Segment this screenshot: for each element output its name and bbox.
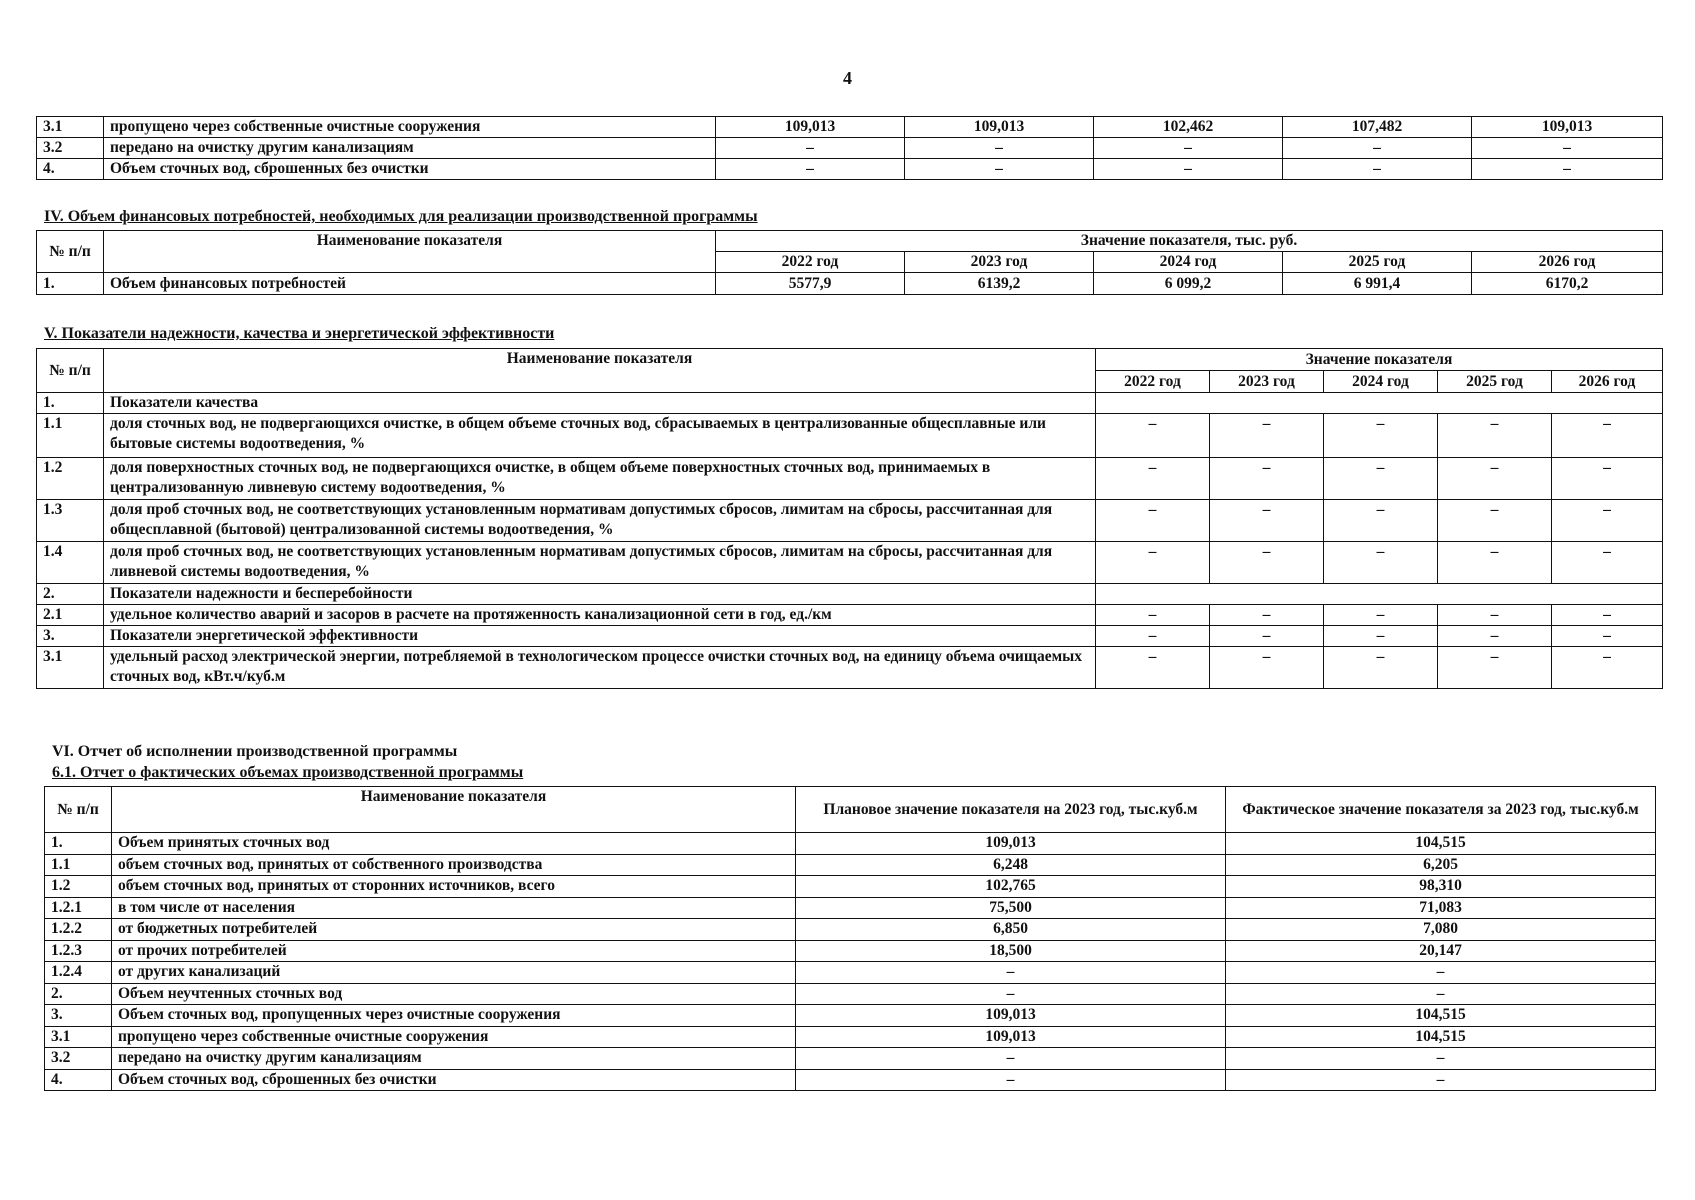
row-number: 1.2 <box>45 876 112 898</box>
table-row <box>45 1069 1656 1091</box>
row-value: – <box>716 159 905 180</box>
row-value: – <box>1283 138 1472 159</box>
table-row <box>37 500 1663 542</box>
table-row <box>45 1026 1656 1048</box>
row-name: Объем сточных вод, сброшенных без очистки <box>112 1069 796 1091</box>
row-name: передано на очистку другим канализациям <box>112 1048 796 1070</box>
row-name: удельное количество аварий и засоров в расчете на протяженность канализационной сети в год, ед./км <box>104 605 1096 626</box>
row-value: – <box>1552 647 1663 689</box>
table-row <box>45 854 1656 876</box>
table-row <box>37 626 1663 647</box>
section-6-title: VI. Отчет об исполнении производственной программы <box>52 743 458 760</box>
row-value: 109,013 <box>1472 117 1663 138</box>
table-row <box>45 940 1656 962</box>
row-value: – <box>1438 626 1552 647</box>
row-value: – <box>1094 138 1283 159</box>
row-number: 2. <box>45 983 112 1005</box>
year-header: 2026 год <box>1552 371 1663 393</box>
row-value: – <box>1324 626 1438 647</box>
row-fact: 6,205 <box>1226 854 1656 876</box>
table-row <box>37 605 1663 626</box>
row-name: доля сточных вод, не подвергающихся очистке, в общем объеме сточных вод, сбрасываемых в централизованные общесплавные или бытовые системы водоотведения, % <box>104 414 1096 458</box>
year-header: 2023 год <box>905 252 1094 273</box>
row-value: – <box>1096 647 1210 689</box>
section-6-subtitle: 6.1. Отчет о фактических объемах производственной программы <box>52 764 524 781</box>
row-name: Показатели качества <box>104 393 1096 414</box>
row-number: 1. <box>45 833 112 855</box>
row-name: доля поверхностных сточных вод, не подвергающихся очистке, в общем объеме поверхностных сточных вод, принимаемых в централизованную ливневую систему водоотведения, % <box>104 458 1096 500</box>
table-report <box>44 786 1656 1091</box>
row-value: – <box>1438 605 1552 626</box>
page-number: 4 <box>843 68 852 88</box>
row-plan: 102,765 <box>796 876 1226 898</box>
row-value: 102,462 <box>1094 117 1283 138</box>
table-finance <box>36 230 1663 295</box>
year-header: 2024 год <box>1094 252 1283 273</box>
row-value: – <box>1096 458 1210 500</box>
row-name: Объем сточных вод, сброшенных без очистки <box>104 159 716 180</box>
row-value: 6139,2 <box>905 273 1094 295</box>
row-value: – <box>1324 414 1438 458</box>
group-row <box>37 393 1663 414</box>
row-value: – <box>1324 605 1438 626</box>
row-name: Показатели надежности и бесперебойности <box>104 584 1096 605</box>
row-value: – <box>1438 647 1552 689</box>
col-fact-header: Фактическое значение показателя за 2023 год, тыс.куб.м <box>1226 787 1656 833</box>
row-fact: 104,515 <box>1226 1005 1656 1027</box>
row-value: – <box>1472 159 1663 180</box>
row-number: 3.1 <box>37 647 104 689</box>
row-value: 6170,2 <box>1472 273 1663 295</box>
row-fact: – <box>1226 962 1656 984</box>
row-name: пропущено через собственные очистные сооружения <box>104 117 716 138</box>
row-fact: – <box>1226 1069 1656 1091</box>
row-value: – <box>1324 500 1438 542</box>
col-name-header: Наименование показателя <box>104 231 716 273</box>
row-value: – <box>1210 500 1324 542</box>
row-fact: 7,080 <box>1226 919 1656 941</box>
table-row <box>45 1005 1656 1027</box>
table-indicators <box>36 348 1663 689</box>
row-number: 1.2.4 <box>45 962 112 984</box>
row-value: – <box>1552 542 1663 584</box>
row-number: 1.2.1 <box>45 897 112 919</box>
row-value: – <box>1438 542 1552 584</box>
row-name: удельный расход электрической энергии, потребляемой в технологическом процессе очистки сточных вод, на единицу объема очищаемых сточных вод, кВт.ч/куб.м <box>104 647 1096 689</box>
table-row <box>37 117 1663 138</box>
row-fact: – <box>1226 983 1656 1005</box>
section-5-title: V. Показатели надежности, качества и энергетической эффективности <box>44 325 555 342</box>
row-value: – <box>1210 458 1324 500</box>
row-fact: 20,147 <box>1226 940 1656 962</box>
col-plan-header: Плановое значение показателя на 2023 год, тыс.куб.м <box>796 787 1226 833</box>
row-plan: – <box>796 962 1226 984</box>
row-value: – <box>1552 414 1663 458</box>
row-value: – <box>1552 605 1663 626</box>
row-empty <box>1096 393 1663 414</box>
table-continuation <box>36 116 1663 180</box>
row-value: – <box>1324 542 1438 584</box>
table-row <box>45 897 1656 919</box>
table-row <box>45 833 1656 855</box>
row-value: – <box>1438 500 1552 542</box>
row-value: – <box>1438 414 1552 458</box>
table-row <box>37 159 1663 180</box>
year-header: 2025 год <box>1283 252 1472 273</box>
group-row <box>37 584 1663 605</box>
row-number: 1. <box>37 393 104 414</box>
row-value: 109,013 <box>905 117 1094 138</box>
row-value: – <box>905 159 1094 180</box>
row-name: Объем неучтенных сточных вод <box>112 983 796 1005</box>
row-value: 6 099,2 <box>1094 273 1283 295</box>
row-name: в том числе от населения <box>112 897 796 919</box>
row-number: 1.2.2 <box>45 919 112 941</box>
table-row <box>45 962 1656 984</box>
row-plan: – <box>796 983 1226 1005</box>
row-value: – <box>1324 647 1438 689</box>
year-header: 2024 год <box>1324 371 1438 393</box>
section-4-title: IV. Объем финансовых потребностей, необходимых для реализации производственной программы <box>44 208 758 225</box>
row-name: доля проб сточных вод, не соответствующих установленным нормативам допустимых сбросов, лимитам на сбросы, рассчитанная для общесплавной (бытовой) централизованной системы водоотведения, % <box>104 500 1096 542</box>
table-row <box>45 919 1656 941</box>
row-fact: 98,310 <box>1226 876 1656 898</box>
row-fact: 104,515 <box>1226 1026 1656 1048</box>
row-number: 3.1 <box>37 117 104 138</box>
row-number: 3.2 <box>37 138 104 159</box>
year-header: 2026 год <box>1472 252 1663 273</box>
row-name: от прочих потребителей <box>112 940 796 962</box>
row-plan: 6,248 <box>796 854 1226 876</box>
col-name-header: Наименование показателя <box>112 787 796 833</box>
table-row <box>37 138 1663 159</box>
year-header: 2022 год <box>1096 371 1210 393</box>
row-plan: 109,013 <box>796 1005 1226 1027</box>
row-number: 3. <box>37 626 104 647</box>
row-number: 1. <box>37 273 104 295</box>
row-number: 3.1 <box>45 1026 112 1048</box>
row-value: – <box>1552 500 1663 542</box>
row-value: – <box>1210 605 1324 626</box>
row-value: – <box>1210 626 1324 647</box>
row-name: от бюджетных потребителей <box>112 919 796 941</box>
row-value: – <box>1210 414 1324 458</box>
row-number: 1.3 <box>37 500 104 542</box>
row-fact: 104,515 <box>1226 833 1656 855</box>
year-header: 2025 год <box>1438 371 1552 393</box>
row-plan: – <box>796 1069 1226 1091</box>
row-name: пропущено через собственные очистные сооружения <box>112 1026 796 1048</box>
row-number: 4. <box>45 1069 112 1091</box>
row-number: 1.2 <box>37 458 104 500</box>
row-value: – <box>1096 605 1210 626</box>
row-value: 6 991,4 <box>1283 273 1472 295</box>
row-number: 1.2.3 <box>45 940 112 962</box>
row-name: от других канализаций <box>112 962 796 984</box>
table-row <box>37 647 1663 689</box>
row-name: Объем сточных вод, пропущенных через очистные сооружения <box>112 1005 796 1027</box>
row-name: Показатели энергетической эффективности <box>104 626 1096 647</box>
row-number: 2.1 <box>37 605 104 626</box>
table-row <box>37 458 1663 500</box>
row-value: – <box>1210 542 1324 584</box>
row-value: – <box>1324 458 1438 500</box>
year-header: 2023 год <box>1210 371 1324 393</box>
col-name-header: Наименование показателя <box>104 349 1096 393</box>
row-value: – <box>1552 626 1663 647</box>
col-num-header: № п/п <box>37 349 104 393</box>
row-number: 4. <box>37 159 104 180</box>
col-value-header: Значение показателя <box>1096 349 1663 371</box>
row-value: – <box>1096 414 1210 458</box>
row-number: 3.2 <box>45 1048 112 1070</box>
table-row <box>45 1048 1656 1070</box>
table-row <box>45 876 1656 898</box>
row-name: объем сточных вод, принятых от сторонних источников, всего <box>112 876 796 898</box>
row-value: – <box>1094 159 1283 180</box>
row-number: 3. <box>45 1005 112 1027</box>
row-value: – <box>1438 458 1552 500</box>
row-value: 107,482 <box>1283 117 1472 138</box>
row-value: – <box>1096 542 1210 584</box>
row-number: 1.1 <box>37 414 104 458</box>
row-value: 5577,9 <box>716 273 905 295</box>
col-num-header: № п/п <box>45 787 112 833</box>
row-name: передано на очистку другим канализациям <box>104 138 716 159</box>
row-value: – <box>1096 626 1210 647</box>
row-value: – <box>1552 458 1663 500</box>
row-value: – <box>1096 500 1210 542</box>
col-value-header: Значение показателя, тыс. руб. <box>716 231 1663 252</box>
row-plan: 109,013 <box>796 833 1226 855</box>
table-row <box>37 273 1663 295</box>
col-num-header: № п/п <box>37 231 104 273</box>
row-plan: 75,500 <box>796 897 1226 919</box>
row-name: объем сточных вод, принятых от собственного производства <box>112 854 796 876</box>
table-row <box>37 414 1663 458</box>
row-fact: – <box>1226 1048 1656 1070</box>
table-row <box>45 983 1656 1005</box>
row-plan: 109,013 <box>796 1026 1226 1048</box>
row-number: 2. <box>37 584 104 605</box>
row-fact: 71,083 <box>1226 897 1656 919</box>
row-value: – <box>716 138 905 159</box>
row-name: Объем финансовых потребностей <box>104 273 716 295</box>
row-number: 1.1 <box>45 854 112 876</box>
table-row <box>37 542 1663 584</box>
row-plan: 6,850 <box>796 919 1226 941</box>
row-name: Объем принятых сточных вод <box>112 833 796 855</box>
row-value: – <box>1472 138 1663 159</box>
row-value: – <box>1210 647 1324 689</box>
row-plan: – <box>796 1048 1226 1070</box>
row-value: 109,013 <box>716 117 905 138</box>
row-name: доля проб сточных вод, не соответствующих установленным нормативам допустимых сбросов, лимитам на сбросы, рассчитанная для ливневой системы водоотведения, % <box>104 542 1096 584</box>
row-number: 1.4 <box>37 542 104 584</box>
row-value: – <box>905 138 1094 159</box>
year-header: 2022 год <box>716 252 905 273</box>
row-plan: 18,500 <box>796 940 1226 962</box>
row-value: – <box>1283 159 1472 180</box>
row-empty <box>1096 584 1663 605</box>
